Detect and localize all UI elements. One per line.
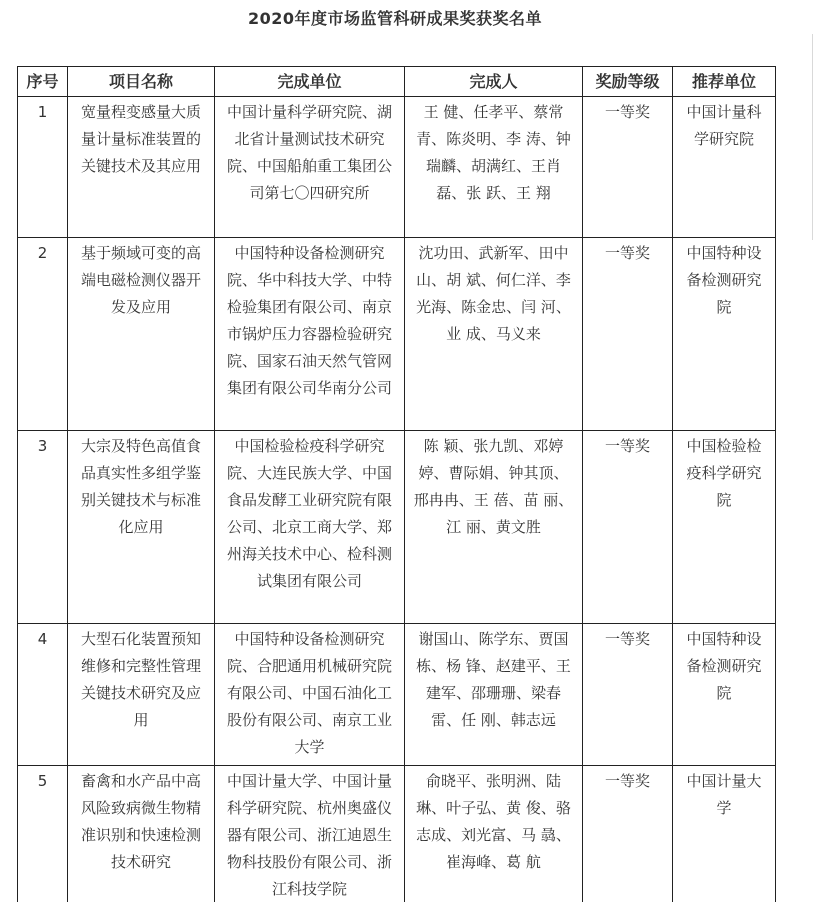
cell-no: 4	[18, 624, 68, 766]
cell-no: 3	[18, 431, 68, 624]
table-row	[18, 97, 776, 238]
header-people: 完成人	[405, 67, 583, 97]
cell-recommender: 中国计量科学研究院	[673, 97, 776, 238]
page-title: 2020年度市场监管科研成果奖获奖名单	[0, 6, 790, 29]
cell-people: 陈 颖、张九凯、邓婷婷、曹际娟、钟其顶、邢冉冉、王 蓓、苗 丽、江 丽、黄文胜	[405, 431, 583, 624]
cell-people: 王 健、任孝平、蔡常青、陈炎明、李 涛、钟瑞麟、胡满红、王肖磊、张 跃、王 翔	[405, 97, 583, 238]
awards-table	[17, 66, 776, 902]
cell-units: 中国计量科学研究院、湖北省计量测试技术研究院、中国船舶重工集团公司第七〇四研究所	[215, 97, 405, 238]
table-row	[18, 431, 776, 624]
cell-recommender: 中国特种设备检测研究院	[673, 238, 776, 431]
cell-units: 中国特种设备检测研究院、合肥通用机械研究院有限公司、中国石油化工股份有限公司、南京工业大学	[215, 624, 405, 766]
cell-recommender: 中国计量大学	[673, 766, 776, 902]
table-row	[18, 238, 776, 431]
cell-people: 俞晓平、张明洲、陆 琳、叶子弘、黄 俊、骆志成、刘光富、马 骉、崔海峰、葛 航	[405, 766, 583, 902]
cell-recommender: 中国检验检疫科学研究院	[673, 431, 776, 624]
cell-units: 中国计量大学、中国计量科学研究院、杭州奥盛仪器有限公司、浙江迪恩生物科技股份有限公司、浙江科技学院	[215, 766, 405, 902]
cell-project-name: 基于频域可变的高端电磁检测仪器开发及应用	[68, 238, 215, 431]
cell-project-name: 宽量程变感量大质量计量标准装置的关键技术及其应用	[68, 97, 215, 238]
cell-no: 2	[18, 238, 68, 431]
cell-units: 中国特种设备检测研究院、华中科技大学、中特检验集团有限公司、南京市锅炉压力容器检验研究院、国家石油天然气管网集团有限公司华南分公司	[215, 238, 405, 431]
table-row	[18, 766, 776, 902]
cell-level: 一等奖	[583, 97, 673, 238]
cell-people: 沈功田、武新军、田中山、胡 斌、何仁洋、李光海、陈金忠、闫 河、业 成、马义来	[405, 238, 583, 431]
scroll-edge-rule	[812, 34, 813, 240]
cell-project-name: 大型石化装置预知维修和完整性管理关键技术研究及应用	[68, 624, 215, 766]
cell-no: 1	[18, 97, 68, 238]
header-units: 完成单位	[215, 67, 405, 97]
cell-people: 谢国山、陈学东、贾国栋、杨 锋、赵建平、王建军、邵珊珊、梁春雷、任 刚、韩志远	[405, 624, 583, 766]
cell-level: 一等奖	[583, 431, 673, 624]
cell-level: 一等奖	[583, 624, 673, 766]
cell-recommender: 中国特种设备检测研究院	[673, 624, 776, 766]
cell-level: 一等奖	[583, 238, 673, 431]
cell-level: 一等奖	[583, 766, 673, 902]
header-project-name: 项目名称	[68, 67, 215, 97]
header-level: 奖励等级	[583, 67, 673, 97]
cell-no: 5	[18, 766, 68, 902]
table-header	[18, 67, 776, 97]
header-no: 序号	[18, 67, 68, 97]
cell-project-name: 大宗及特色高值食品真实性多组学鉴别关键技术与标准化应用	[68, 431, 215, 624]
table-row	[18, 624, 776, 766]
page	[0, 0, 815, 902]
header-row	[18, 67, 776, 97]
header-recommender: 推荐单位	[673, 67, 776, 97]
cell-project-name: 畜禽和水产品中高风险致病微生物精准识别和快速检测技术研究	[68, 766, 215, 902]
table-body	[18, 97, 776, 902]
cell-units: 中国检验检疫科学研究院、大连民族大学、中国食品发酵工业研究院有限公司、北京工商大学、郑州海关技术中心、检科测试集团有限公司	[215, 431, 405, 624]
